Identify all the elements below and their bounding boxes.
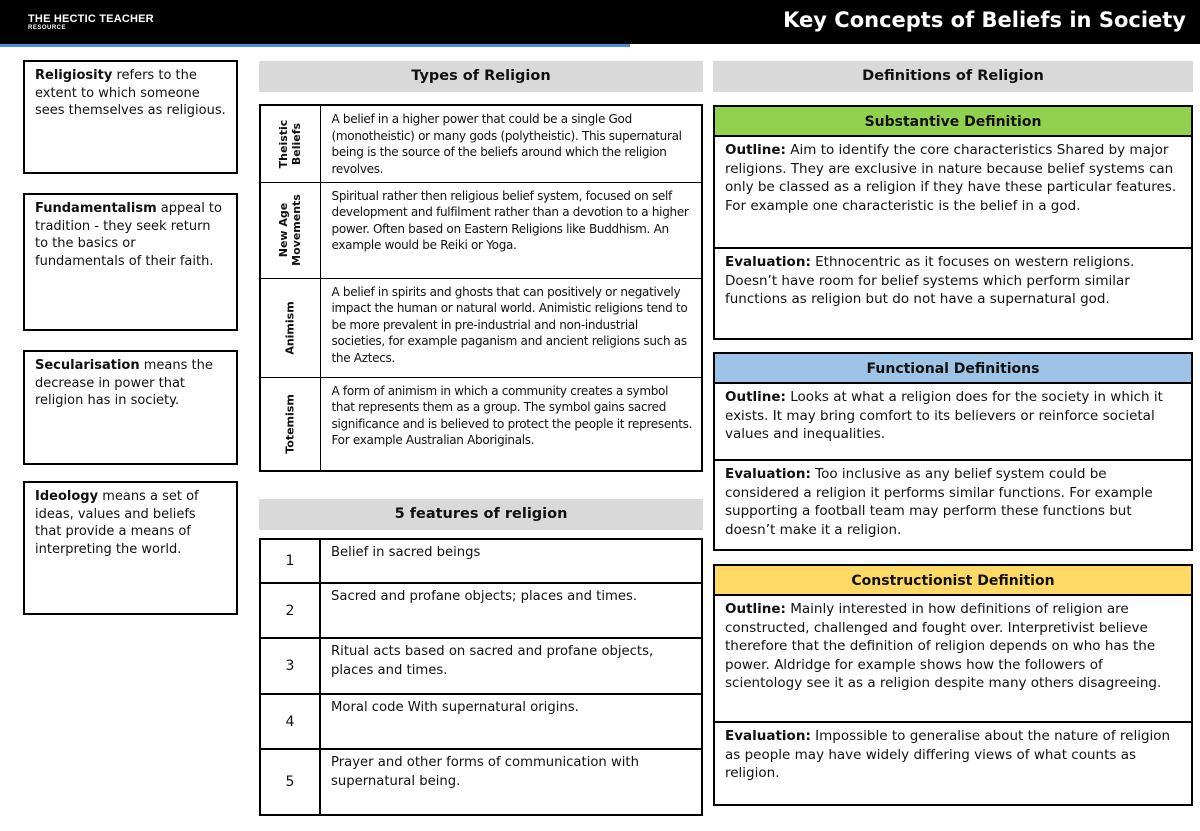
keyterm-text: appeal to tradition - they seek return to the basics or fundamentals of their faith. <box>35 201 222 269</box>
constructionist-definition-title: Constructionist Definition <box>715 566 1191 596</box>
keyterm-secularisation <box>23 350 238 465</box>
types-of-religion-heading: Types of Religion <box>259 61 703 92</box>
constructionist-evaluation: Evaluation: Impossible to generalise about the nature of religion as people may have widely differing views of what counts as religion. <box>715 721 1191 787</box>
type-label: Totemism <box>260 377 320 471</box>
table-row <box>260 539 702 583</box>
table-row <box>260 749 702 815</box>
substantive-evaluation: Evaluation: Ethnocentric as it focuses on western religions. Doesn’t have room for belief systems which perform similar functions as religion but do not have a supernatural god. <box>715 247 1191 313</box>
table-row <box>260 583 702 638</box>
table-row <box>260 377 702 471</box>
page-header <box>0 0 1200 44</box>
type-description: Spiritual rather then religious belief system, focused on self development and fulfilment rather than a devotion to a higher power. Often based on Eastern Religions like Buddhism. An example would be Reiki or Yoga. <box>320 182 702 278</box>
keyterm-text: means a set of ideas, values and beliefs that provide a means of interpreting the world. <box>35 489 199 557</box>
substantive-definition-title: Substantive Definition <box>715 107 1191 137</box>
keyterm-term: Fundamentalism <box>35 201 157 216</box>
table-row <box>260 105 702 182</box>
feature-text: Prayer and other forms of communication with supernatural being. <box>320 749 702 815</box>
brand-subtitle: RESOURCE <box>28 25 67 31</box>
features-table <box>259 538 703 816</box>
constructionist-definition-box <box>713 564 1193 806</box>
brand-name: THE HECTIC TEACHER <box>28 13 154 25</box>
feature-number: 4 <box>260 694 320 749</box>
feature-number: 2 <box>260 583 320 638</box>
table-row <box>260 182 702 278</box>
types-of-religion-table <box>259 104 703 472</box>
page-title: Key Concepts of Beliefs in Society <box>783 8 1186 32</box>
type-label: Animism <box>260 278 320 377</box>
keyterm-religiosity <box>23 60 238 174</box>
feature-text: Moral code With supernatural origins. <box>320 694 702 749</box>
substantive-outline: Outline: Aim to identify the core characteristics Shared by major religions. They are exclusive in nature because belief systems can only be classed as a religion if they have these particular features. For example one characteristic is the belief in a god. <box>725 142 1177 214</box>
type-label: Theistic Beliefs <box>260 105 320 182</box>
type-description: A belief in a higher power that could be a single God (monotheistic) or many gods (polytheistic). This supernatural being is the source of the beliefs around which the religion revolves. <box>320 105 702 182</box>
type-label: New Age Movements <box>260 182 320 278</box>
keyterm-text: refers to the extent to which someone sees themselves as religious. <box>35 68 226 118</box>
type-description: A form of animism in which a community creates a symbol that represents them as a group. The symbol gains sacred significance and is believed to protect the people it represents. For example Australian Aboriginals. <box>320 377 702 471</box>
keyterm-fundamentalism <box>23 193 238 331</box>
keyterm-text: means the decrease in power that religion has in society. <box>35 358 213 408</box>
feature-text: Belief in sacred beings <box>320 539 702 583</box>
keyterm-term: Ideology <box>35 489 99 504</box>
feature-number: 3 <box>260 638 320 694</box>
functional-definition-box <box>713 352 1193 551</box>
table-row <box>260 694 702 749</box>
feature-number: 1 <box>260 539 320 583</box>
keyterm-term: Secularisation <box>35 358 140 373</box>
type-description: A belief in spirits and ghosts that can positively or negatively impact the human or natural world. Animistic religions tend to be more prevalent in pre-industrial and non-industrial societies, for example paganism and ancient religions such as the Aztecs. <box>320 278 702 377</box>
table-row <box>260 638 702 694</box>
feature-text: Sacred and profane objects; places and times. <box>320 583 702 638</box>
features-heading: 5 features of religion <box>259 499 703 530</box>
header-divider <box>0 44 630 47</box>
definitions-heading: Definitions of Religion <box>713 61 1193 92</box>
brand-logo <box>28 13 154 31</box>
functional-evaluation: Evaluation: Too inclusive as any belief system could be considered a religion it performs similar functions. For example supporting a football team may perform these functions but doesn’t make it a religion. <box>715 459 1191 543</box>
table-row <box>260 278 702 377</box>
constructionist-outline: Outline: Mainly interested in how definitions of religion are constructed, challenged and fought over. Interpretivist believe therefore that the definition of religion depends on who has the power. Aldridge for example shows how the followers of scientology see it as a religion despite many others disagreeing. <box>725 601 1162 691</box>
substantive-definition-box <box>713 105 1193 340</box>
keyterm-ideology <box>23 481 238 615</box>
functional-definition-title: Functional Definitions <box>715 354 1191 384</box>
keyterm-term: Religiosity <box>35 68 113 83</box>
feature-text: Ritual acts based on sacred and profane objects, places and times. <box>320 638 702 694</box>
feature-number: 5 <box>260 749 320 815</box>
functional-outline: Outline: Looks at what a religion does for the society in which it exists. It may bring comfort to its believers or reinforce societal values and inequalities. <box>725 389 1163 442</box>
